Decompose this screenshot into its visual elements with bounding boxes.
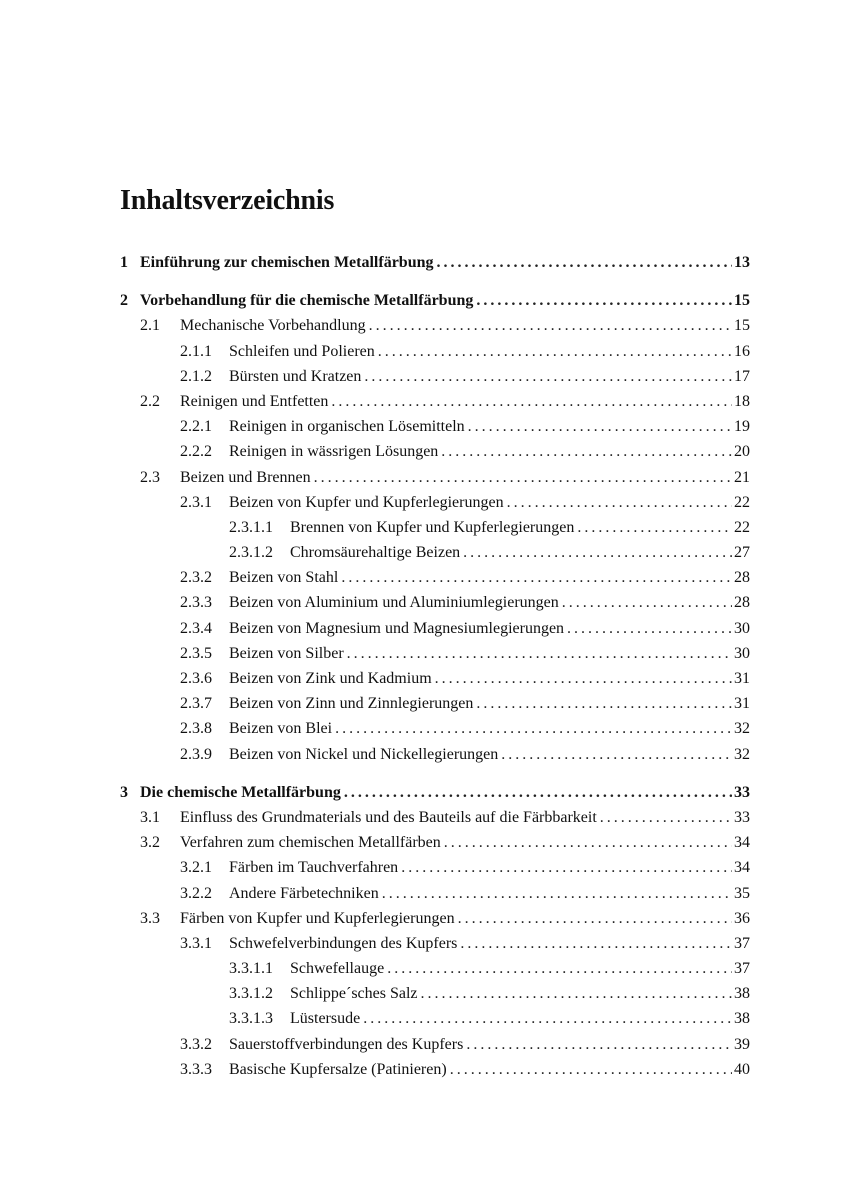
toc-entry-page: 36 [734,909,750,927]
toc-entry-title: Die chemische Metallfärbung [140,783,341,801]
toc-entry-line [229,565,750,590]
toc-entry-line [229,1032,750,1057]
toc-entry-number: 2.2.2 [180,443,212,461]
toc-entry-line [229,881,750,906]
toc-entry-number: 3.3.3 [180,1060,212,1078]
toc-dot-leader [364,364,732,389]
toc-entry[interactable] [120,1006,750,1031]
toc-entry-page: 19 [734,418,750,436]
toc-entry-number: 2.2.1 [180,418,212,436]
toc-entry-page: 31 [734,695,750,713]
toc-entry-line [290,1006,750,1031]
toc-entry-page: 28 [734,594,750,612]
toc-entry-number: 2.3.4 [180,619,212,637]
toc-entry-title: Färben von Kupfer und Kupferlegierungen [180,909,455,927]
toc-entry-line [290,515,750,540]
toc-dot-leader [369,313,732,338]
toc-entry-page: 31 [734,670,750,687]
toc-dot-leader [507,490,732,515]
toc-entry-page: 27 [734,544,750,562]
toc-entry[interactable] [120,288,750,313]
toc-entry-page: 30 [734,644,750,662]
toc-entry[interactable] [120,590,750,615]
toc-entry[interactable] [120,565,750,590]
toc-entry-page: 18 [734,392,750,410]
toc-entry-title: Beizen von Nickel und Nickellegierungen [229,745,499,763]
toc-entry-title: Beizen von Blei [229,720,333,738]
toc-entry-title: Mechanische Vorbehandlung [180,317,366,335]
toc-entry-title: Schleifen und Polieren [229,342,375,360]
toc-entry[interactable] [120,1032,750,1057]
toc-entry-page: 15 [734,292,750,310]
toc-entry[interactable] [120,666,750,691]
toc-entry-number: 3.3 [140,909,160,927]
section-spacer [120,275,750,288]
toc-entry-number: 3.3.2 [180,1035,212,1053]
toc-entry-page: 17 [734,367,750,385]
toc-entry[interactable] [120,641,750,666]
toc-entry-page: 28 [734,569,750,587]
toc-entry-line [290,540,750,565]
toc-entry-page: 39 [734,1035,750,1053]
toc-dot-leader [466,1032,732,1057]
toc-entry-number: 2.3.6 [180,670,212,687]
toc-entry-number: 2.1.2 [180,367,212,385]
toc-entry-title: Brennen von Kupfer und Kupferlegierungen [290,518,575,536]
toc-entry-title: Andere Färbetechniken [229,884,379,902]
toc-entry-title: Reinigen in organischen Lösemitteln [229,418,465,436]
toc-entry[interactable] [120,716,750,741]
toc-entry-number: 3.1 [140,808,160,826]
toc-dot-leader [387,956,732,981]
toc-entry-number: 1 [120,254,128,271]
toc-entry[interactable] [120,250,750,275]
table-of-contents [120,250,750,1082]
toc-entry-number: 3.3.1.2 [229,985,273,1003]
toc-entry-line [229,364,750,389]
toc-dot-leader [476,691,732,716]
section-spacer [120,767,750,780]
toc-dot-leader [460,931,732,956]
toc-entry-page: 21 [734,468,750,486]
toc-entry-number: 3.3.1.1 [229,960,273,978]
toc-entry-number: 3.3.1.3 [229,1010,273,1028]
toc-entry-line [229,855,750,880]
toc-entry-number: 2.3.2 [180,569,212,587]
toc-entry-number: 2.2 [140,392,160,410]
toc-entry-page: 34 [734,859,750,877]
toc-entry[interactable] [120,1057,750,1082]
toc-entry-title: Beizen von Zink und Kadmium [229,670,432,687]
toc-entry[interactable] [120,780,750,805]
toc-entry-line [140,250,750,275]
toc-entry-page: 37 [734,934,750,952]
toc-dot-leader [335,716,732,741]
toc-dot-leader [437,250,733,275]
toc-entry-page: 22 [734,518,750,536]
toc-dot-leader [382,881,732,906]
toc-dot-leader [401,855,732,880]
toc-entry-line [229,339,750,364]
toc-entry-line [229,666,750,691]
toc-entry-page: 38 [734,1010,750,1028]
toc-entry-title: Färben im Tauchverfahren [229,859,399,877]
toc-entry[interactable] [120,742,750,767]
toc-entry[interactable] [120,805,750,830]
toc-entry-title: Beizen von Magnesium und Magnesiumlegierungen [229,619,565,637]
toc-entry[interactable] [120,540,750,565]
toc-entry-number: 2.3.1.1 [229,518,273,536]
toc-dot-leader [347,641,732,666]
toc-entry-line [229,616,750,641]
toc-entry-number: 2.3.8 [180,720,212,738]
toc-entry[interactable] [120,830,750,855]
toc-entry[interactable] [120,515,750,540]
toc-entry-page: 33 [734,783,750,801]
toc-entry[interactable] [120,855,750,880]
toc-dot-leader [463,540,732,565]
toc-entry-number: 3.2.2 [180,884,212,902]
toc-entry-title: Bürsten und Kratzen [229,367,362,385]
toc-entry-number: 2.3.5 [180,644,212,662]
toc-entry[interactable] [120,389,750,414]
toc-entry-title: Schwefelverbindungen des Kupfers [229,934,458,952]
toc-entry-line [229,931,750,956]
toc-entry-title: Sauerstoffverbindungen des Kupfers [229,1035,464,1053]
toc-entry-title: Einführung zur chemischen Metallfärbung [140,254,434,271]
toc-dot-leader [421,981,732,1006]
toc-dot-leader [450,1057,732,1082]
toc-entry-line [290,981,750,1006]
toc-entry-line [180,313,750,338]
toc-entry-number: 2.3.1 [180,493,212,511]
toc-entry-title: Einfluss des Grundmaterials und des Bauteils auf die Färbbarkeit [180,808,597,826]
toc-entry-number: 2.3.9 [180,745,212,763]
toc-entry-number: 2.3 [140,468,160,486]
toc-entry-page: 33 [734,808,750,826]
toc-dot-leader [378,339,732,364]
toc-entry-line [229,716,750,741]
toc-entry-number: 3.2.1 [180,859,212,877]
toc-entry-line [229,742,750,767]
toc-entry-line [180,906,750,931]
toc-entry[interactable] [120,881,750,906]
toc-entry-title: Vorbehandlung für die chemische Metallfärbung [140,292,474,310]
toc-dot-leader [344,780,732,805]
toc-entry-title: Reinigen und Entfetten [180,392,329,410]
toc-entry[interactable] [120,906,750,931]
toc-entry-line [229,1057,750,1082]
toc-entry-line [180,830,750,855]
toc-entry-line [290,956,750,981]
toc-entry-title: Reinigen in wässrigen Lösungen [229,443,439,461]
toc-entry-number: 3 [120,783,128,801]
toc-entry-line [229,641,750,666]
toc-entry[interactable] [120,364,750,389]
toc-entry-page: 38 [734,985,750,1003]
toc-dot-leader [600,805,732,830]
toc-dot-leader [341,565,732,590]
toc-entry-page: 34 [734,834,750,852]
toc-entry-page: 20 [734,443,750,461]
toc-entry-title: Verfahren zum chemischen Metallfärben [180,834,441,852]
toc-entry-title: Beizen von Kupfer und Kupferlegierungen [229,493,504,511]
toc-dot-leader [314,465,732,490]
toc-entry-line [229,414,750,439]
toc-entry-title: Beizen und Brennen [180,468,311,486]
toc-entry-page: 30 [734,619,750,637]
toc-entry-line [180,805,750,830]
toc-entry[interactable] [120,931,750,956]
toc-entry-page: 32 [734,745,750,763]
toc-entry-title: Schwefellauge [290,960,385,978]
toc-entry-page: 37 [734,960,750,978]
toc-dot-leader [363,1006,732,1031]
page-title: Inhaltsverzeichnis [120,185,335,216]
toc-dot-leader [458,906,732,931]
toc-entry-page: 16 [734,342,750,360]
toc-entry[interactable] [120,956,750,981]
toc-entry[interactable] [120,981,750,1006]
toc-entry-page: 35 [734,884,750,902]
toc-entry-number: 2.3.1.2 [229,544,273,562]
toc-entry-line [229,590,750,615]
toc-dot-leader [567,616,732,641]
toc-entry-line [140,780,750,805]
toc-entry-line [229,490,750,515]
toc-entry-number: 2.1.1 [180,342,212,360]
toc-entry-title: Basische Kupfersalze (Patinieren) [229,1060,447,1078]
toc-dot-leader [501,742,732,767]
toc-entry[interactable] [120,313,750,338]
toc-entry-number: 2.1 [140,317,160,335]
toc-dot-leader [476,288,732,313]
toc-entry-line [229,439,750,464]
toc-entry[interactable] [120,414,750,439]
toc-entry-title: Chromsäurehaltige Beizen [290,544,461,562]
toc-entry-page: 15 [734,317,750,335]
toc-entry-number: 2 [120,292,128,310]
toc-entry-title: Schlippe´sches Salz [290,985,418,1003]
toc-entry-page: 22 [734,493,750,511]
toc-entry-title: Lüstersude [290,1010,361,1028]
toc-dot-leader [577,515,732,540]
toc-dot-leader [444,830,732,855]
toc-entry[interactable] [120,490,750,515]
toc-entry-number: 2.3.7 [180,695,212,713]
toc-entry-line [229,691,750,716]
toc-dot-leader [468,414,732,439]
toc-entry[interactable] [120,691,750,716]
toc-dot-leader [562,590,732,615]
toc-entry-title: Beizen von Aluminium und Aluminiumlegierungen [229,594,559,612]
toc-entry[interactable] [120,439,750,464]
toc-entry-line [140,288,750,313]
toc-dot-leader [435,666,732,691]
toc-entry-number: 3.3.1 [180,934,212,952]
toc-entry-page: 40 [734,1060,750,1078]
toc-entry-line [180,389,750,414]
toc-entry-title: Beizen von Silber [229,644,344,662]
toc-entry[interactable] [120,339,750,364]
toc-dot-leader [331,389,732,414]
toc-entry-page: 32 [734,720,750,738]
toc-entry-number: 3.2 [140,834,160,852]
toc-entry-title: Beizen von Stahl [229,569,339,587]
toc-entry-number: 2.3.3 [180,594,212,612]
toc-entry[interactable] [120,616,750,641]
toc-entry-line [180,465,750,490]
toc-entry-page: 13 [734,254,750,271]
toc-dot-leader [441,439,732,464]
toc-entry-title: Beizen von Zinn und Zinnlegierungen [229,695,474,713]
toc-entry[interactable] [120,465,750,490]
